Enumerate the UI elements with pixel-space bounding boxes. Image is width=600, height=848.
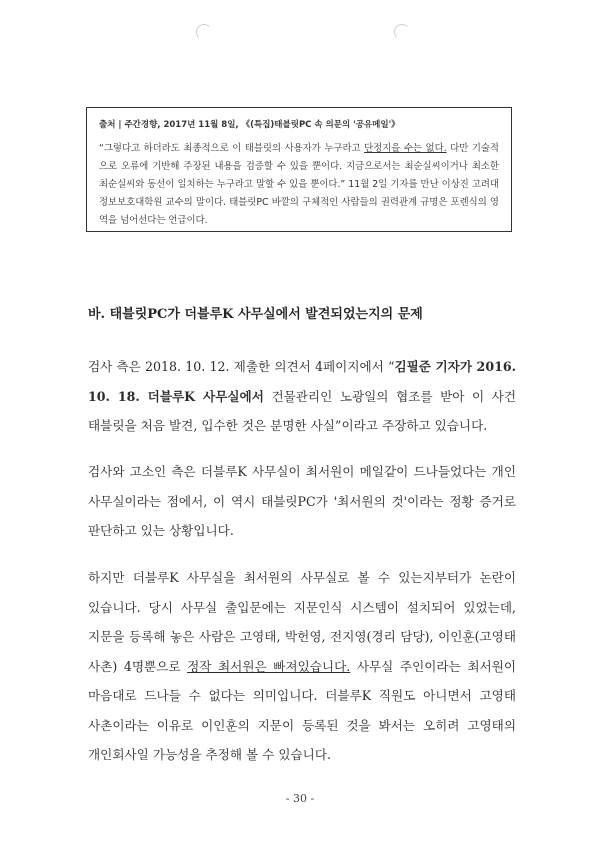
p3-post: 사무실 주인이라는 최서원이 마음대로 드나들 수 없다는 의미입니다. 더블루K 직원도 아니면서 고영태 사촌이라는 이유로 이인훈의 지문이 등록된 것을 봐서는 오히려 고영태의 개인회사일 가능성을 추정해 볼 수 있습니다.	[88, 658, 517, 762]
section-title: 바. 태블릿PC가 더블루K 사무실에서 발견되었는지의 문제	[88, 307, 423, 322]
quote-part-2: 다만 기술적으로 오류에 기반해 주장된 내용을 검증할 수 있을 뿐이다. 지금으로서는 최순실씨이거나 최소한 최순실씨와 동선이 일치하는 누구라고 말할 수 있을 뿐이다.” 11월 2일 기자를 만난 이상진 고려대 정보보호대학원 교수의 말이다. 태블릿PC 바깥의 구체적인 사람들의 권력관계 규명은 포렌식의 영역을 넘어선다는 언급이다.	[99, 143, 499, 226]
p3-underlined: 정작 최서원은 빠져있습니다.	[187, 658, 351, 674]
p1-post: 건물관리인 노광일의 협조를 받아 이 사건 태블릿을 처음 발견, 입수한 것은 분명한 사실”이라고 주장하고 있습니다.	[88, 388, 516, 433]
p1-bold: 김필준 기자가 2016. 10. 18. 더블루K 사무실에서	[88, 359, 516, 404]
paragraph-2: 검사와 고소인 측은 더블루K 사무실이 최서원이 메일같이 드나들었다는 개인 사무실이라는 점에서, 이 역시 태블릿PC가 '최서원의 것'이라는 정황 증거로 판단하고 있는 상황입니다.	[88, 464, 516, 538]
paragraph-1	[88, 352, 516, 441]
paragraph-3	[88, 563, 516, 770]
p1-pre: 검사 측은 2018. 10. 12. 제출한 의견서 4페이지에서 “	[88, 359, 395, 374]
p3-pre: 하지만 더블루K 사무실을 최서원의 사무실로 볼 수 있는지부터가 논란이 있습니다. 당시 사무실 출입문에는 지문인식 시스템이 설치되어 있었는데, 지문을 등록해 놓은 사람은 고영태, 박헌영, 전지영(경리 담당), 이인훈(고영태 사촌) 4명뿐으로	[88, 570, 516, 674]
quote-part-1: “그렇다고 하더라도 최종적으로 이 태블릿의 사용자가 누구라고	[99, 143, 365, 154]
quote-underlined: 단정지을 수는 없다.	[364, 143, 447, 154]
quote-text	[99, 140, 499, 230]
punch-hole-left	[196, 24, 212, 40]
page-number: - 30 -	[285, 792, 315, 805]
punch-hole-right	[394, 24, 410, 40]
source-box	[86, 107, 512, 232]
source-citation: 출처 | 주간경향, 2017년 11월 8일, 《(특집)태블릿PC 속 의문의 '공유메일'》	[99, 120, 400, 130]
